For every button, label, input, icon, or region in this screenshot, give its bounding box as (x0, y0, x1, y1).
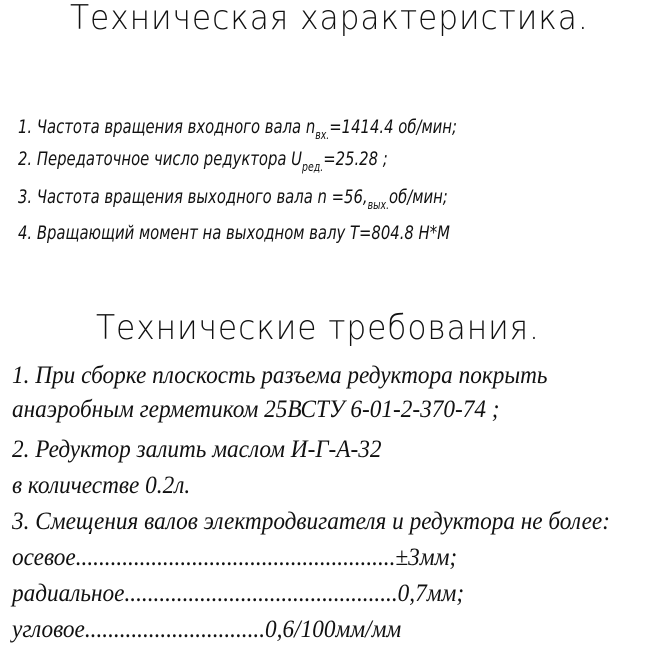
spec-item-subscript: вх. (315, 128, 330, 142)
requirement-line: анаэробным герметиком 25ВСТУ 6-01-2-370-74 ; (12, 396, 500, 423)
requirement-line: 2. Редуктор залить маслом И-Г-А-32 (12, 436, 382, 463)
spec-item-text: 3. Частота вращения выходного вала n =56, (18, 186, 368, 208)
spec-item-text: 2. Передаточное число редуктора U (18, 148, 303, 170)
requirement-line: 3. Смещения валов электродвигателя и редуктора не более: (12, 508, 610, 535)
requirement-line: 1. При сборке плоскость разъема редуктора покрыть (12, 362, 548, 389)
spec-item-value: об/мин; (389, 186, 448, 208)
tolerance-radial: радиальное...............................................0,7мм; (12, 580, 465, 607)
spec-title: Техническая характеристика. (70, 0, 589, 38)
spec-item-text: 1. Частота вращения входного вала n (18, 116, 316, 138)
spec-item-value: =25.28 ; (323, 148, 388, 170)
spec-item-subscript: вых. (367, 198, 390, 212)
spec-item-output-speed (18, 186, 448, 212)
spec-item-value: =1414.4 об/мин; (329, 116, 457, 138)
tolerance-angular: угловое...............................0,6/100мм/мм (12, 616, 402, 643)
spec-item-torque: 4. Вращающий момент на выходном валу T=804.8 H*M (18, 222, 450, 244)
requirement-line: в количестве 0.2л. (12, 472, 191, 499)
spec-item-subscript: ред. (302, 160, 324, 174)
spec-item-gear-ratio (18, 148, 388, 174)
spec-item-input-speed (18, 116, 457, 142)
tolerance-axial: осевое.......................................................±3мм; (12, 544, 458, 571)
requirements-title: Технические требования. (96, 308, 540, 348)
